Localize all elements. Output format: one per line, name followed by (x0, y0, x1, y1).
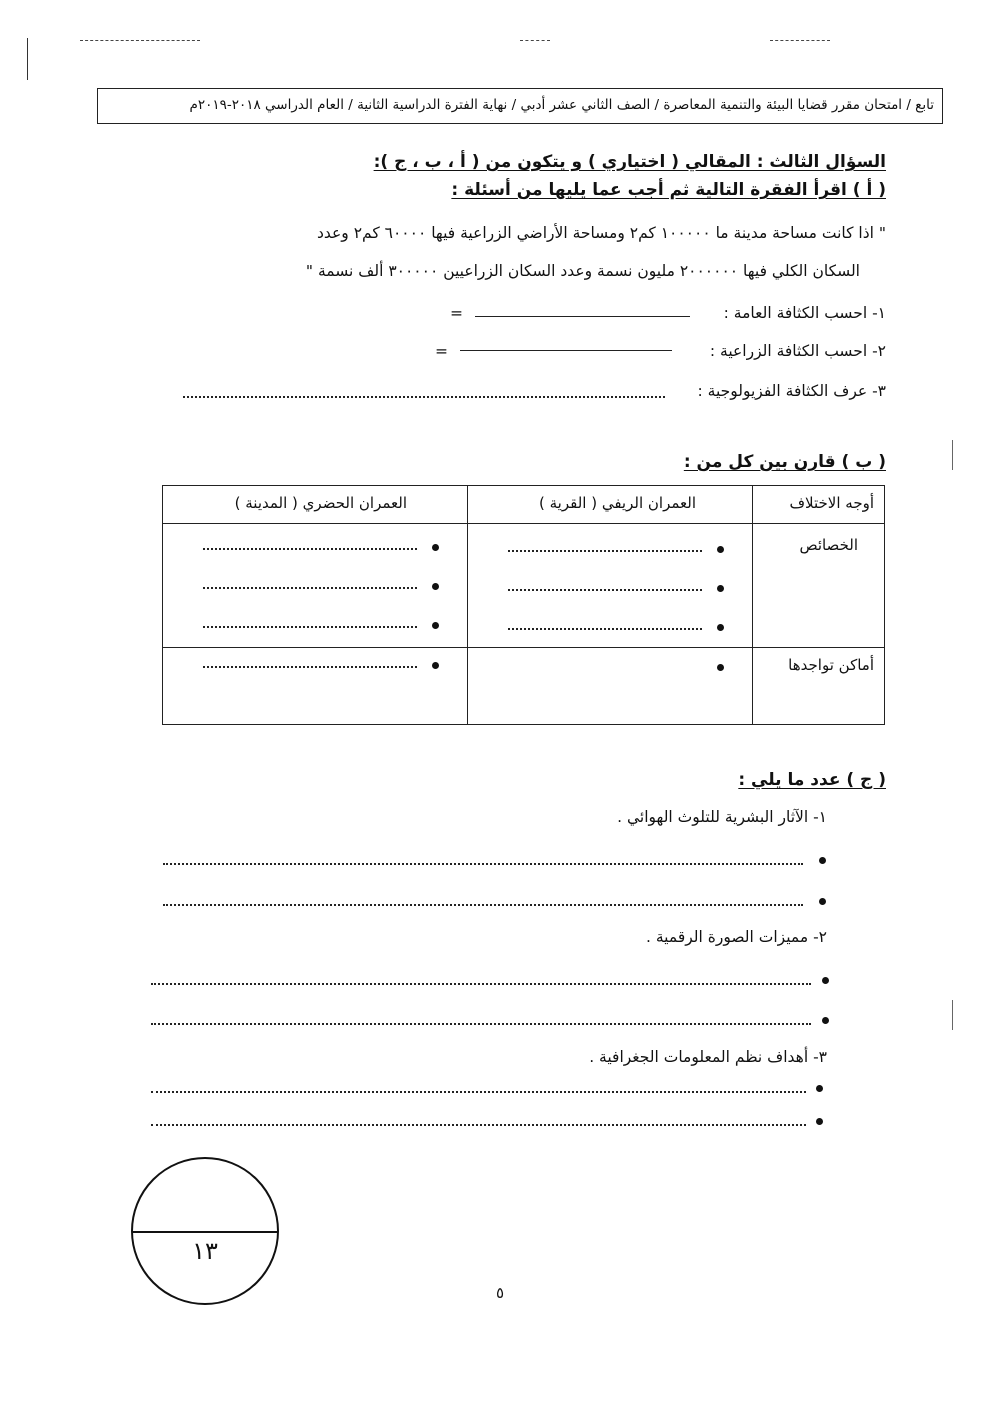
answer-line[interactable] (151, 1091, 806, 1093)
answer-line-physiological-density[interactable] (183, 396, 665, 398)
grade-circle (131, 1157, 279, 1305)
rural-characteristics-cell (468, 524, 753, 648)
scan-edge-mark (27, 38, 28, 80)
header-urban: العمران الحضري ( المدينة ) (163, 486, 468, 524)
answer-line[interactable] (508, 581, 724, 597)
answer-line-agricultural-density[interactable] (460, 350, 672, 351)
part-c-item-3: ٣- أهداف نظم المعلومات الجغرافية . (589, 1048, 827, 1066)
answer-line[interactable] (508, 620, 724, 636)
row-label-characteristics: الخصائص (753, 524, 885, 648)
answer-line[interactable] (508, 542, 724, 558)
header-rural: العمران الريفي ( القرية ) (468, 486, 753, 524)
exam-header-text: تابع / امتحان مقرر قضايا البيئة والتنمية المعاصرة / الصف الثاني عشر أدبي / نهاية الفترة الدراسية الثانية / العام الدراسي ٢٠١٨-٢٠١٩م (189, 97, 934, 113)
answer-line[interactable] (163, 863, 803, 865)
paragraph-line-2: السكان الكلي فيها ٢٠٠٠٠٠٠ مليون نسمة وعدد السكان الزراعيين ٣٠٠٠٠٠ ألف نسمة " (305, 262, 860, 280)
equals-sign: = (450, 304, 463, 322)
answer-line[interactable] (203, 618, 439, 634)
paragraph-line-1: " اذا كانت مساحة مدينة ما ١٠٠٠٠٠ كم٢ ومساحة الأراضي الزراعية فيها ٦٠٠٠٠ كم٢ وعدد (316, 224, 886, 242)
bullet (816, 1085, 823, 1092)
comparison-table (162, 485, 885, 725)
grade-divider (133, 1231, 277, 1233)
part-a-item-1: ١- احسب الكثافة العامة : (723, 304, 886, 322)
answer-line[interactable] (203, 540, 439, 556)
bullet (819, 857, 826, 864)
part-c-title: ( ج ) عدد ما يلي : (738, 770, 886, 790)
scan-dash (80, 40, 200, 41)
answer-line[interactable] (508, 660, 724, 676)
answer-line[interactable] (151, 983, 811, 985)
bullet (819, 898, 826, 905)
part-b-title: ( ب ) قارن بين كل من : (683, 452, 886, 472)
page-number: ٥ (496, 1284, 505, 1302)
part-c-item-1: ١- الآثار البشرية للتلوث الهوائي . (617, 808, 827, 826)
bullet (816, 1118, 823, 1125)
scan-dash (520, 40, 550, 41)
question3-title: السؤال الثالث : المقالي ( اختياري ) و يتكون من ( أ ، ب ، ج ): (373, 152, 886, 172)
header-differences: أوجه الاختلاف (753, 486, 885, 524)
answer-line[interactable] (203, 579, 439, 595)
scan-edge-mark (952, 1000, 953, 1030)
rural-locations-cell (468, 648, 753, 725)
answer-line[interactable] (163, 904, 803, 906)
row-label-locations: أماكن تواجدها (753, 648, 885, 725)
part-a-item-3: ٣- عرف الكثافة الفزيولوجية : (697, 382, 886, 400)
bullet (822, 977, 829, 984)
scan-edge-mark (952, 440, 953, 470)
answer-line[interactable] (151, 1124, 806, 1126)
grade-total: ١٣ (192, 1237, 218, 1265)
part-c-item-2: ٢- مميزات الصورة الرقمية . (646, 928, 827, 946)
part-a-item-2: ٢- احسب الكثافة الزراعية : (709, 342, 886, 360)
part-a-title: ( أ ) اقرأ الفقرة التالية ثم أجب عما يليها من أسئلة : (451, 180, 886, 200)
urban-characteristics-cell (163, 524, 468, 648)
exam-header (97, 88, 943, 124)
scan-dash (770, 40, 830, 41)
answer-line[interactable] (203, 658, 439, 674)
bullet (822, 1017, 829, 1024)
urban-locations-cell (163, 648, 468, 725)
equals-sign: = (435, 342, 448, 360)
answer-line-general-density[interactable] (475, 316, 690, 317)
answer-line[interactable] (151, 1023, 811, 1025)
